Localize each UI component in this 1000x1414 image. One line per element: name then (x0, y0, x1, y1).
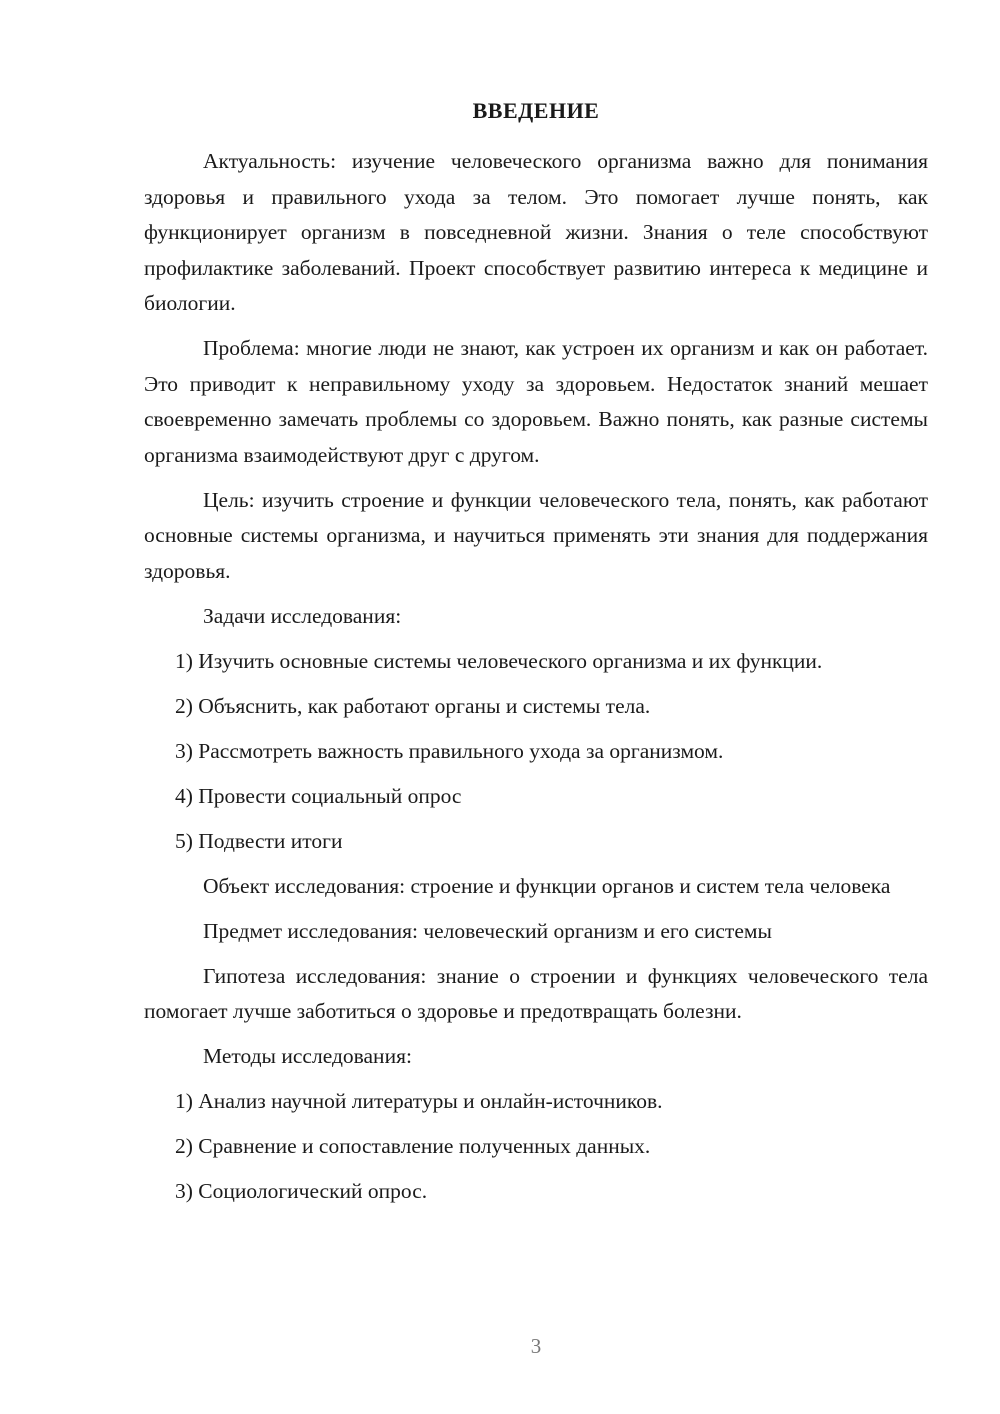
hypothesis-paragraph: Гипотеза исследования: знание о строении и функциях человеческого тела помогает лучше заботиться о здоровье и предотвращать болезни. (144, 963, 928, 1023)
tasks-heading: Задачи исследования: (203, 603, 402, 628)
method-item: 2) Сравнение и сопоставление полученных данных. (175, 1134, 651, 1158)
relevance-paragraph: Актуальность: изучение человеческого организма важно для понимания здоровья и правильного ухода за телом. Это помогает лучше понять, как функционирует организм в повседневной жизни. Знания о теле способствуют профилактике заболеваний. Проект способствует развитию интереса к медицине и биологии. (144, 149, 928, 315)
section-title: ВВЕДЕНИЕ (472, 98, 600, 123)
method-item: 1) Анализ научной литературы и онлайн-источников. (175, 1089, 663, 1113)
task-item: 2) Объяснить, как работают органы и системы тела. (175, 693, 651, 718)
method-item: 3) Социологический опрос. (175, 1179, 428, 1203)
task-item: 3) Рассмотреть важность правильного ухода за организмом. (175, 738, 724, 763)
methods-heading: Методы исследования: (203, 1044, 412, 1068)
task-item: 4) Провести социальный опрос (175, 783, 462, 808)
page-number: 3 (530, 1334, 542, 1358)
object-paragraph: Объект исследования: строение и функции органов и систем тела человека (203, 873, 891, 898)
task-item: 5) Подвести итоги (175, 828, 343, 853)
goal-paragraph: Цель: изучить строение и функции человеческого тела, понять, как работают основные системы организма, и научиться применять эти знания для поддержания здоровья. (144, 487, 928, 583)
problem-paragraph: Проблема: многие люди не знают, как устроен их организм и как он работает. Это приводит к неправильному уходу за здоровьем. Недостаток знаний мешает своевременно замечать проблемы со здоровьем. Важно понять, как разные системы организма взаимодействуют друг с другом. (144, 336, 928, 467)
document-body (144, 144, 928, 1219)
task-item: 1) Изучить основные системы человеческого организма и их функции. (175, 648, 823, 673)
subject-paragraph: Предмет исследования: человеческий организм и его системы (203, 918, 772, 943)
